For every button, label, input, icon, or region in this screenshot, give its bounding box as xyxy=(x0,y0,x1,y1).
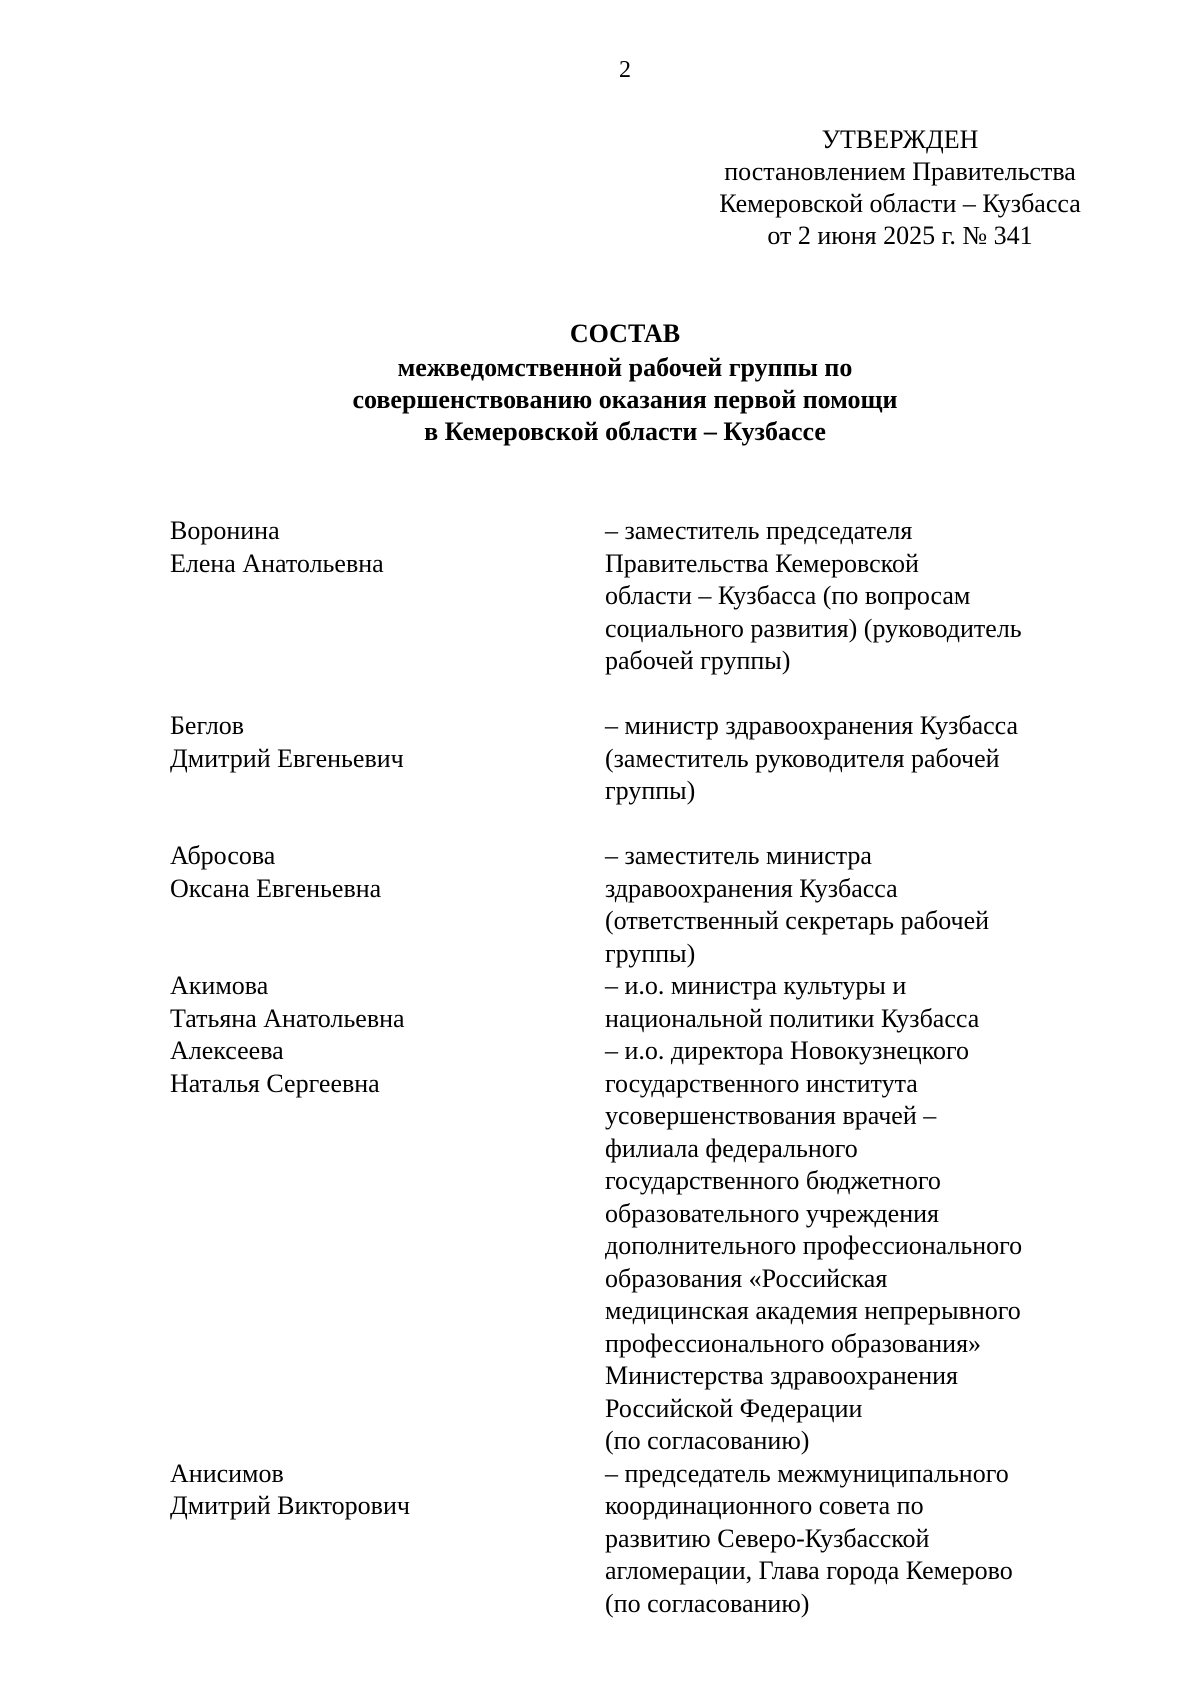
member-name xyxy=(170,1035,605,1458)
member-name xyxy=(170,710,605,808)
approval-line: постановлением Правительства xyxy=(724,157,1076,186)
member-role xyxy=(605,970,1085,1035)
member-name xyxy=(170,1458,605,1621)
title-heading: СОСТАВ xyxy=(569,319,681,348)
role-line: национальной политики Кузбасса xyxy=(605,1003,980,1033)
role-line: образования «Российская xyxy=(605,1263,888,1293)
members-list xyxy=(170,515,1090,1620)
member-entry xyxy=(170,970,1090,1035)
role-line: Правительства Кемеровской xyxy=(605,548,919,578)
role-line: агломерации, Глава города Кемерово xyxy=(605,1556,1013,1585)
role-line: филиала федерального xyxy=(605,1133,858,1163)
member-role xyxy=(605,1458,1085,1621)
role-line: (ответственный секретарь рабочей xyxy=(605,906,990,935)
role-line: группы) xyxy=(605,776,696,805)
member-given-names: Наталья Сергеевна xyxy=(170,1068,380,1098)
role-line: здравоохранения Кузбасса xyxy=(605,873,898,903)
role-line: государственного института xyxy=(605,1068,918,1098)
role-line: (по согласованию) xyxy=(605,1426,810,1455)
role-line: (по согласованию) xyxy=(605,1588,810,1618)
title-line: в Кемеровской области – Кузбассе xyxy=(424,417,826,446)
member-surname: Абросова xyxy=(170,841,276,870)
role-line: – заместитель председателя xyxy=(605,516,913,545)
approval-line: УТВЕРЖДЕН xyxy=(821,125,979,154)
member-entry xyxy=(170,1035,1090,1458)
role-line: Министерства здравоохранения xyxy=(605,1361,958,1390)
member-entry xyxy=(170,515,1090,678)
role-line: развитию Северо-Кузбасской xyxy=(605,1523,930,1553)
member-role xyxy=(605,840,1085,970)
member-entry xyxy=(170,840,1090,970)
role-line: профессионального образования» xyxy=(605,1328,982,1358)
member-given-names: Дмитрий Викторович xyxy=(170,1491,410,1520)
member-given-names: Елена Анатольевна xyxy=(170,548,384,578)
role-line: государственного бюджетного xyxy=(605,1166,941,1195)
member-role xyxy=(605,515,1085,678)
role-line: усовершенствования врачей – xyxy=(605,1101,937,1130)
role-line: Российской Федерации xyxy=(605,1393,863,1423)
member-surname: Воронина xyxy=(170,516,280,545)
role-line: группы) xyxy=(605,938,696,968)
role-line: – и.о. директора Новокузнецкого xyxy=(605,1036,970,1065)
role-line: – министр здравоохранения Кузбасса xyxy=(605,711,1019,740)
approval-stamp xyxy=(680,124,1120,252)
role-line: рабочей группы) xyxy=(605,646,791,675)
role-line: (заместитель руководителя рабочей xyxy=(605,743,1000,773)
member-surname: Алексеева xyxy=(170,1036,284,1065)
role-line: – председатель межмуниципального xyxy=(605,1458,1009,1488)
member-role xyxy=(605,1035,1085,1458)
member-surname: Беглов xyxy=(170,711,245,740)
member-surname: Акимова xyxy=(170,971,269,1000)
role-line: образовательного учреждения xyxy=(605,1198,939,1228)
member-name xyxy=(170,840,605,970)
member-entry xyxy=(170,1458,1090,1621)
member-given-names: Оксана Евгеньевна xyxy=(170,873,382,903)
role-line: медицинская академия непрерывного xyxy=(605,1296,1021,1325)
member-given-names: Татьяна Анатольевна xyxy=(170,1003,405,1033)
document-title xyxy=(0,318,1200,448)
page-number: 2 xyxy=(619,57,631,83)
role-line: – заместитель министра xyxy=(605,841,872,870)
role-line: координационного совета по xyxy=(605,1491,924,1520)
role-line: – и.о. министра культуры и xyxy=(605,971,907,1000)
title-line: межведомственной рабочей группы по xyxy=(397,353,853,382)
role-line: области – Кузбасса (по вопросам xyxy=(605,581,971,610)
member-entry xyxy=(170,710,1090,808)
member-name xyxy=(170,970,605,1035)
approval-line: от 2 июня 2025 г. № 341 xyxy=(767,221,1033,250)
approval-line: Кемеровской области – Кузбасса xyxy=(719,189,1081,218)
member-name xyxy=(170,515,605,678)
title-line: совершенствованию оказания первой помощи xyxy=(352,385,898,414)
role-line: дополнительного профессионального xyxy=(605,1231,1023,1260)
role-line: социального развития) (руководитель xyxy=(605,613,1022,643)
member-role xyxy=(605,710,1085,808)
member-given-names: Дмитрий Евгеньевич xyxy=(170,743,404,773)
member-surname: Анисимов xyxy=(170,1458,284,1488)
